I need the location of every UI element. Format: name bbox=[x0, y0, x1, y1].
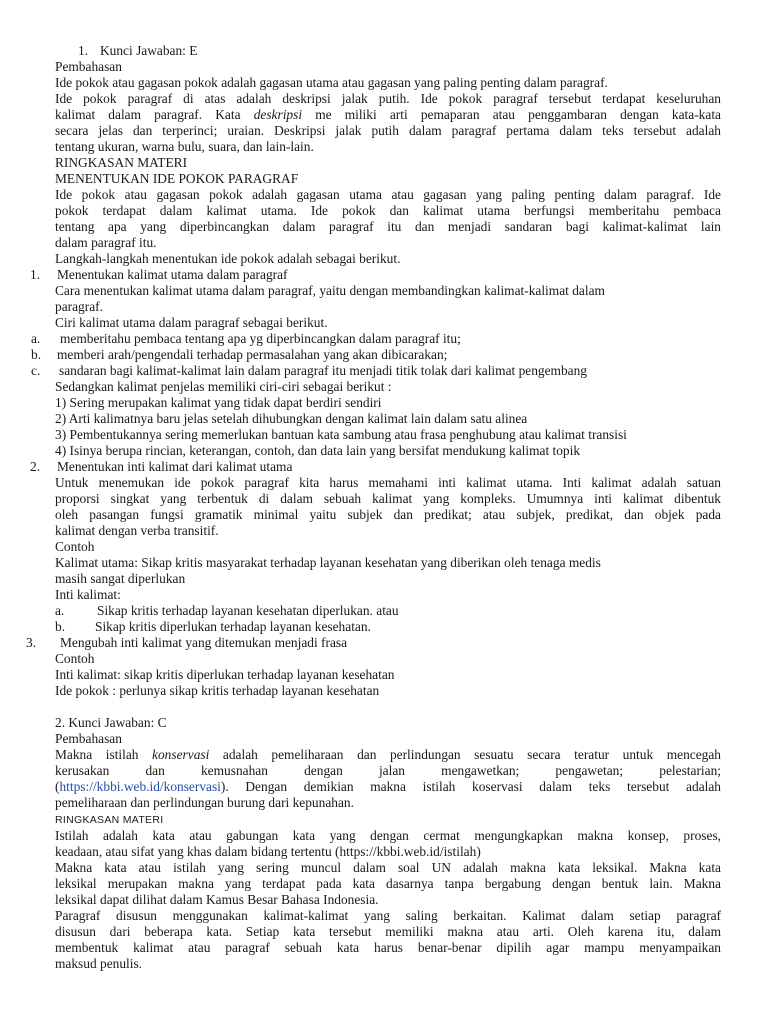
paragraph-line: Ide pokok : perlunya sikap kritis terhadap layanan kesehatan bbox=[55, 683, 380, 698]
paragraph-line: Ide pokok atau gagasan pokok adalah gagasan utama atau gagasan yang paling penting dalam paragraf. Ide bbox=[55, 187, 721, 202]
list-item: 4) Isinya berupa rincian, keterangan, contoh, dan data lain yang bersifat mendukung kalimat topik bbox=[55, 443, 581, 458]
list-letter: b. bbox=[55, 619, 66, 634]
blank-line bbox=[0, 699, 768, 715]
paragraph-line: Istilah adalah kata atau gabungan kata yang dengan cermat mengungkapkan makna konsep, proses, bbox=[55, 828, 721, 843]
paragraph-line: Cara menentukan kalimat utama dalam paragraf, yaitu dengan membandingkan kalimat-kalimat dalam bbox=[55, 283, 605, 298]
list-item bbox=[0, 603, 768, 619]
step-title-text: Mengubah inti kalimat yang ditemukan menjadi frasa bbox=[60, 635, 348, 650]
text-run: kalimat dalam paragraf. Kata bbox=[55, 107, 254, 122]
contoh-label: Contoh bbox=[55, 539, 95, 554]
paragraph-line: dalam paragraf itu. bbox=[55, 235, 157, 250]
paragraph-line: leksikal merupakan makna yang terdapat pada kata dasarnya tanpa bergabung dengan bentuk lain. Makna bbox=[55, 876, 721, 891]
list-number: 2. bbox=[30, 459, 41, 474]
paragraph-line: Untuk menemukan ide pokok paragraf kita harus memahami inti kalimat utama. Inti kalimat adalah satuan bbox=[55, 475, 721, 490]
paragraph-line: Ciri kalimat utama dalam paragraf sebagai berikut. bbox=[55, 315, 328, 330]
paragraph-line: kalimat dengan verba transitif. bbox=[55, 523, 219, 538]
paragraph-line bbox=[0, 779, 768, 795]
paragraph-line: maksud penulis. bbox=[55, 956, 143, 971]
paragraph-line: proporsi singkat yang terbentuk di dalam sebuah kalimat yang kompleks. Umumnya inti kalimat dibentuk bbox=[55, 491, 721, 506]
paragraph-line: Makna kata atau istilah yang sering muncul dalam soal UN adalah makna kata leksikal. Makna kata bbox=[55, 860, 721, 875]
paragraph-line: paragraf. bbox=[55, 299, 103, 314]
answer-1-heading bbox=[0, 43, 768, 59]
italic-term: konservasi bbox=[152, 747, 210, 762]
list-item: 1) Sering merupakan kalimat yang tidak dapat berdiri sendiri bbox=[55, 395, 382, 410]
section-heading: MENENTUKAN IDE POKOK PARAGRAF bbox=[55, 171, 299, 186]
italic-term: deskripsi bbox=[253, 107, 303, 122]
pembahasan-label: Pembahasan bbox=[55, 731, 122, 746]
section-heading: RINGKASAN MATERI bbox=[55, 155, 188, 170]
step-3-title bbox=[0, 635, 768, 651]
paragraph-line: secara jelas dan terperinci; uraian. Deskripsi jalak putih dalam paragraf pertama dalam teks tersebut adalah bbox=[55, 123, 721, 138]
paragraph-line: leksikal dapat dilihat dalam Kamus Besar Bahasa Indonesia. bbox=[55, 892, 379, 907]
list-item bbox=[0, 363, 768, 379]
list-item-text: Sikap kritis diperlukan terhadap layanan kesehatan. bbox=[95, 619, 371, 634]
list-letter: c. bbox=[31, 363, 41, 378]
ringkasan-text: RINGKASAN MATERI bbox=[55, 814, 164, 826]
section-heading-small bbox=[0, 811, 768, 828]
step-title-text: Menentukan inti kalimat dari kalimat utama bbox=[57, 459, 293, 474]
list-number: 1. bbox=[78, 43, 89, 58]
paragraph-line: Inti kalimat: bbox=[55, 587, 121, 602]
step-1-title bbox=[0, 267, 768, 283]
list-letter: b. bbox=[31, 347, 42, 362]
paragraph-line: Sedangkan kalimat penjelas memiliki ciri-ciri sebagai berikut : bbox=[55, 379, 392, 394]
paragraph-line: Ide pokok paragraf di atas adalah deskripsi jalak putih. Ide pokok paragraf tersebut terdapat keseluruhan bbox=[55, 91, 721, 106]
step-title-text: Menentukan kalimat utama dalam paragraf bbox=[57, 267, 288, 282]
paragraph-line: Ide pokok atau gagasan pokok adalah gagasan utama atau gagasan yang paling penting dalam paragraf. bbox=[55, 75, 608, 90]
list-item: 2) Arti kalimatnya baru jelas setelah dihubungkan dengan kalimat lain dalam satu alinea bbox=[55, 411, 528, 426]
text-run: ). Dengan demikian makna istilah koservasi dalam teks tersebut adalah bbox=[220, 779, 721, 794]
list-letter: a. bbox=[55, 603, 65, 618]
paragraph-line: masih sangat diperlukan bbox=[55, 571, 186, 586]
paragraph-line: keadaan, atau sifat yang khas dalam bidang tertentu (https://kbbi.web.id/istilah) bbox=[55, 844, 481, 859]
text-run: adalah pemeliharaan dan perlindungan sesuatu secara teratur untuk mencegah bbox=[209, 747, 721, 762]
list-item bbox=[0, 619, 768, 635]
list-item bbox=[0, 347, 768, 363]
step-2-title bbox=[0, 459, 768, 475]
list-item-text: sandaran bagi kalimat-kalimat lain dalam paragraf itu menjadi titik tolak dari kalimat pengembang bbox=[59, 363, 588, 378]
text-run: Makna istilah bbox=[55, 747, 153, 762]
contoh-label: Contoh bbox=[55, 651, 95, 666]
text-run: me miliki arti pemaparan atau penggambaran dengan kata-kata bbox=[302, 107, 721, 122]
list-item-text: memberitahu pembaca tentang apa yg diperbincangkan dalam paragraf itu; bbox=[60, 331, 461, 346]
paragraph-line: membentuk kalimat atau paragraf sebuah kata harus benar-benar dipilih agar mampu menyampaikan bbox=[55, 940, 721, 955]
paragraph-line: Paragraf disusun menggunakan kalimat-kalimat yang saling berkaitan. Kalimat dalam setiap paragraf bbox=[55, 908, 721, 923]
document-page bbox=[0, 43, 768, 972]
list-item-text: memberi arah/pengendali terhadap permasalahan yang akan dibicarakan; bbox=[57, 347, 448, 362]
paragraph-line: Langkah-langkah menentukan ide pokok adalah sebagai berikut. bbox=[55, 251, 401, 266]
paragraph-line: disusun dari beberapa kata. Setiap kata tersebut memiliki makna atau arti. Oleh karena itu, dalam bbox=[55, 924, 721, 939]
paragraph-line: tentang apa yang diperbincangkan dalam paragraf itu dan menjadi sandaran bagi kalimat-kalimat lain bbox=[55, 219, 721, 234]
paragraph-line: pokok terdapat dalam kalimat utama. Ide pokok dan kalimat utama berfungsi memberitahu pembaca bbox=[55, 203, 721, 218]
paragraph-line: oleh pasangan fungsi gramatik minimal yaitu subjek dan predikat; atau subjek, predikat, dan objek pada bbox=[55, 507, 721, 522]
paragraph-line bbox=[0, 107, 768, 123]
text-run: ( bbox=[55, 779, 60, 794]
list-number: 3. bbox=[26, 635, 37, 650]
paragraph-line: Kalimat utama: Sikap kritis masyarakat terhadap layanan kesehatan yang diberikan oleh tenaga medis bbox=[55, 555, 601, 570]
pembahasan-label: Pembahasan bbox=[55, 59, 122, 74]
list-item: 3) Pembentukannya sering memerlukan bantuan kata sambung atau frasa penghubung atau kalimat transisi bbox=[55, 427, 627, 442]
answer-2-heading: 2. Kunci Jawaban: C bbox=[55, 715, 167, 730]
heading-text: Kunci Jawaban: E bbox=[100, 43, 198, 58]
paragraph-line bbox=[0, 747, 768, 763]
paragraph-line: kerusakan dan kemusnahan dengan jalan mengawetkan; pengawetan; pelestarian; bbox=[55, 763, 721, 778]
list-letter: a. bbox=[31, 331, 41, 346]
paragraph-line: pemeliharaan dan perlindungan burung dari kepunahan. bbox=[55, 795, 354, 810]
paragraph-line: Inti kalimat: sikap kritis diperlukan terhadap layanan kesehatan bbox=[55, 667, 395, 682]
list-item-text: Sikap kritis terhadap layanan kesehatan diperlukan. atau bbox=[97, 603, 399, 618]
list-item bbox=[0, 331, 768, 347]
list-number: 1. bbox=[30, 267, 41, 282]
paragraph-line: tentang ukuran, warna bulu, suara, dan lain-lain. bbox=[55, 139, 314, 154]
kbbi-konservasi-link[interactable]: https://kbbi.web.id/konservasi bbox=[59, 779, 221, 794]
